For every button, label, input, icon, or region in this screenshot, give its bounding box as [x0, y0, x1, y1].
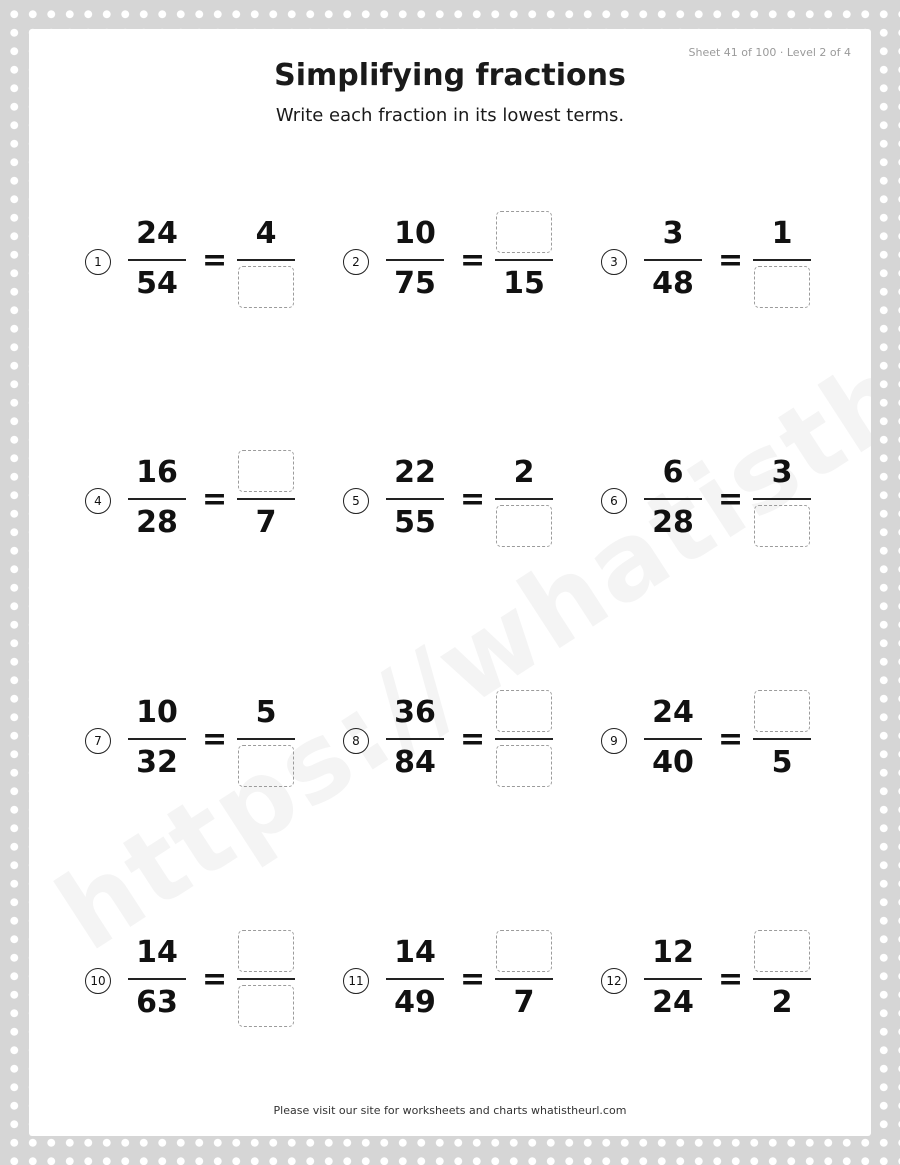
equals-sign: =	[718, 722, 744, 757]
answer-denominator-box[interactable]	[754, 266, 810, 308]
given-fraction	[644, 927, 702, 1035]
problem-7	[85, 687, 335, 797]
answer-denominator-box[interactable]	[238, 745, 294, 787]
denominator: 63	[136, 985, 178, 1020]
answer-numerator-box[interactable]	[238, 930, 294, 972]
answer-denominator: 2	[771, 985, 793, 1020]
equals-sign: =	[718, 962, 744, 997]
problem-5	[343, 447, 593, 557]
equals-sign: =	[460, 722, 486, 757]
equals-sign: =	[202, 722, 228, 757]
given-fraction	[644, 208, 702, 316]
fraction-bar	[386, 978, 444, 980]
problem-8	[343, 687, 593, 797]
numerator: 3	[662, 216, 684, 251]
given-fraction	[386, 208, 444, 316]
equals-sign: =	[718, 482, 744, 517]
page-subtitle: Write each fraction in its lowest terms.	[275, 105, 625, 126]
problem-number: 9	[601, 728, 627, 754]
answer-denominator-box[interactable]	[238, 985, 294, 1027]
fraction-bar	[495, 978, 553, 980]
given-fraction	[386, 687, 444, 795]
given-fraction	[128, 208, 186, 316]
fraction-bar	[237, 259, 295, 261]
answer-fraction	[753, 447, 811, 555]
answer-fraction	[237, 687, 295, 795]
fraction-bar	[644, 259, 702, 261]
answer-numerator: 1	[771, 216, 793, 251]
numerator: 16	[136, 455, 178, 490]
page-title: Simplifying fractions	[274, 58, 626, 93]
numerator: 24	[652, 695, 694, 730]
problem-12	[601, 927, 851, 1037]
fraction-bar	[753, 259, 811, 261]
equals-sign: =	[460, 482, 486, 517]
fraction-bar	[386, 498, 444, 500]
given-fraction	[128, 927, 186, 1035]
equals-sign: =	[202, 243, 228, 278]
answer-fraction	[495, 447, 553, 555]
fraction-bar	[128, 498, 186, 500]
problem-11	[343, 927, 593, 1037]
denominator: 54	[136, 266, 178, 301]
problem-9	[601, 687, 851, 797]
problem-number: 7	[85, 728, 111, 754]
problem-number: 8	[343, 728, 369, 754]
fraction-bar	[386, 259, 444, 261]
answer-numerator-box[interactable]	[496, 211, 552, 253]
problem-number: 12	[601, 968, 627, 994]
problem-number: 6	[601, 488, 627, 514]
numerator: 10	[136, 695, 178, 730]
answer-denominator-box[interactable]	[238, 266, 294, 308]
answer-numerator-box[interactable]	[496, 690, 552, 732]
problem-number: 11	[343, 968, 369, 994]
fraction-bar	[128, 738, 186, 740]
fraction-bar	[644, 978, 702, 980]
fraction-bar	[495, 738, 553, 740]
problem-4	[85, 447, 335, 557]
fraction-bar	[753, 498, 811, 500]
answer-denominator-box[interactable]	[754, 505, 810, 547]
answer-denominator-box[interactable]	[496, 505, 552, 547]
answer-denominator: 5	[771, 745, 793, 780]
problem-number: 1	[85, 249, 111, 275]
fraction-bar	[237, 978, 295, 980]
answer-denominator: 7	[255, 505, 277, 540]
fraction-bar	[753, 738, 811, 740]
answer-denominator: 7	[513, 985, 535, 1020]
equals-sign: =	[202, 962, 228, 997]
numerator: 6	[662, 455, 684, 490]
denominator: 84	[394, 745, 436, 780]
fraction-bar	[128, 259, 186, 261]
answer-numerator-box[interactable]	[754, 930, 810, 972]
fraction-bar	[644, 498, 702, 500]
answer-denominator-box[interactable]	[496, 745, 552, 787]
numerator: 10	[394, 216, 436, 251]
equals-sign: =	[460, 962, 486, 997]
answer-fraction	[753, 208, 811, 316]
answer-numerator: 2	[513, 455, 535, 490]
problem-number: 3	[601, 249, 627, 275]
answer-fraction	[495, 208, 553, 316]
denominator: 49	[394, 985, 436, 1020]
answer-fraction	[753, 927, 811, 1035]
denominator: 24	[652, 985, 694, 1020]
problem-number: 2	[343, 249, 369, 275]
watermark	[36, 327, 871, 975]
given-fraction	[128, 447, 186, 555]
numerator: 36	[394, 695, 436, 730]
answer-numerator-box[interactable]	[754, 690, 810, 732]
fraction-bar	[495, 259, 553, 261]
fraction-bar	[753, 978, 811, 980]
given-fraction	[128, 687, 186, 795]
given-fraction	[644, 447, 702, 555]
fraction-bar	[237, 738, 295, 740]
answer-numerator: 4	[255, 216, 277, 251]
equals-sign: =	[202, 482, 228, 517]
problem-10	[85, 927, 335, 1037]
answer-fraction	[237, 447, 295, 555]
fraction-bar	[495, 498, 553, 500]
answer-fraction	[495, 687, 553, 795]
given-fraction	[644, 687, 702, 795]
answer-fraction	[753, 687, 811, 795]
given-fraction	[386, 927, 444, 1035]
denominator: 28	[136, 505, 178, 540]
denominator: 55	[394, 505, 436, 540]
fraction-bar	[386, 738, 444, 740]
sheet-info: Sheet 41 of 100 · Level 2 of 4	[688, 46, 851, 59]
answer-numerator-box[interactable]	[496, 930, 552, 972]
fraction-bar	[128, 978, 186, 980]
footer-note: Please visit our site for worksheets and charts whatistheurl.com	[273, 1104, 627, 1117]
numerator: 24	[136, 216, 178, 251]
problem-6	[601, 447, 851, 557]
denominator: 28	[652, 505, 694, 540]
problem-1	[85, 208, 335, 318]
answer-numerator-box[interactable]	[238, 450, 294, 492]
equals-sign: =	[460, 243, 486, 278]
denominator: 32	[136, 745, 178, 780]
denominator: 40	[652, 745, 694, 780]
problem-number: 5	[343, 488, 369, 514]
problem-3	[601, 208, 851, 318]
answer-fraction	[237, 927, 295, 1035]
answer-numerator: 3	[771, 455, 793, 490]
answer-fraction	[237, 208, 295, 316]
problem-number: 4	[85, 488, 111, 514]
denominator: 48	[652, 266, 694, 301]
answer-fraction	[495, 927, 553, 1035]
problem-2	[343, 208, 593, 318]
answer-denominator: 15	[503, 266, 545, 301]
problem-number: 10	[85, 968, 111, 994]
worksheet-page	[29, 29, 871, 1136]
equals-sign: =	[718, 243, 744, 278]
answer-numerator: 5	[255, 695, 277, 730]
numerator: 12	[652, 935, 694, 970]
numerator: 14	[136, 935, 178, 970]
numerator: 14	[394, 935, 436, 970]
numerator: 22	[394, 455, 436, 490]
denominator: 75	[394, 266, 436, 301]
fraction-bar	[237, 498, 295, 500]
fraction-bar	[644, 738, 702, 740]
given-fraction	[386, 447, 444, 555]
